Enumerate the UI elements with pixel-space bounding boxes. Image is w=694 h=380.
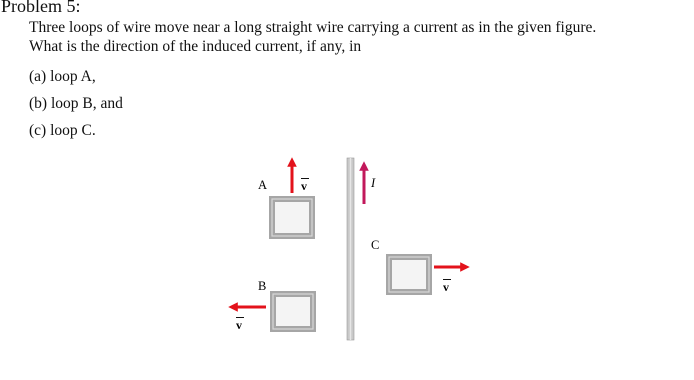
svg-text:v: v: [236, 318, 242, 332]
problem-line-2: What is the direction of the induced current, if any, in: [29, 38, 362, 55]
loop-c: [389, 257, 429, 292]
part-b: (b) loop B, and: [29, 95, 123, 112]
svg-text:v: v: [443, 280, 449, 294]
loop-c-velocity-label: [443, 280, 451, 295]
current-label: I: [371, 176, 376, 190]
loop-b: [273, 294, 313, 329]
loop-a-label: A: [258, 178, 268, 192]
problem-title: Problem 5:: [1, 0, 81, 16]
loop-a-velocity-label: [301, 179, 309, 194]
problem-line-1: Three loops of wire move near a long straight wire carrying a current as in the given figure.: [29, 19, 597, 36]
loop-c-label: C: [371, 238, 380, 252]
loop-b-velocity-label: [236, 318, 244, 333]
loop-a: [272, 199, 312, 236]
straight-wire: [347, 158, 354, 340]
part-c: (c) loop C.: [29, 122, 96, 139]
svg-text:v: v: [301, 179, 307, 193]
loop-b-label: B: [258, 279, 267, 293]
part-a: (a) loop A,: [29, 68, 96, 85]
